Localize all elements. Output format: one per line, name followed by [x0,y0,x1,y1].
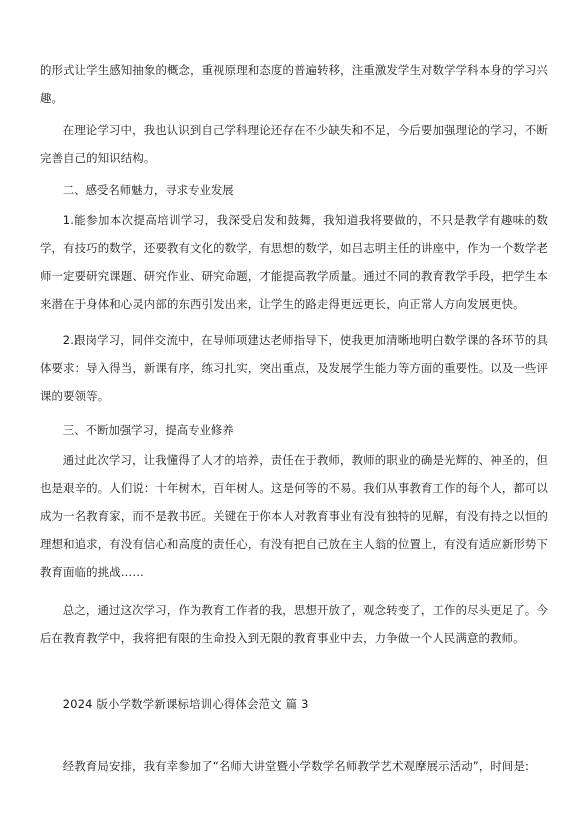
paragraph-training-inspiration: 1.能参加本次提高培训学习，我深受启发和鼓舞，我知道我将要做的，不只是教学有趣味的数学，有技巧的数学，还要教有文化的数学，有思想的数学，如吕志明主任的讲座中，作为一个数学老师一定要研究课题、研究作业、研究命题，才能提高教学质量。通过不同的教育教学手段，把学生本来潜在于身体和心灵内部的东西引发出来，让学生的路走得更远更长，向正常人方向发展更快。 [40,213,548,311]
section-heading-3: 三、不断加强学习，提高专业修养 [62,423,234,437]
article-title: 2024 版小学数学新课标培训心得体会范文 篇 3 [62,697,309,711]
paragraph-conclusion: 总之，通过这次学习，作为教育工作者的我，思想开放了，观念转变了，工作的尽头更足了。今后在教育教学中，我将把有限的生命投入到无限的教育事业中去，力争做一个人民满意的教师。 [40,603,548,645]
paragraph-article3-opening: 经教育局安排，我有幸参加了“名师大讲堂暨小学数学名师教学艺术观摩展示活动”，时间是: [62,759,529,773]
paragraph-continuation: 的形式让学生感知抽象的概念，重视原理和态度的普遍转移，注重激发学生对数学学科本身的学习兴趣。 [40,63,548,105]
paragraph-theory-study: 在理论学习中，我也认识到自己学科理论还存在不少缺失和不足，今后要加强理论的学习，不断完善自己的知识结构。 [40,123,548,165]
paragraph-learning-reflection: 通过此次学习，让我懂得了人才的培养，责任在于教师，教师的职业的确是光辉的、神圣的，但也是艰辛的。人们说：十年树木，百年树人。这是何等的不易。我们从事教育工作的每个人，都可以成为一名教育家，而不是教书匠。关键在于你本人对教育事业有没有独特的见解，有没有持之以恒的理想和追求，有没有信心和高度的责任心，有没有把自己放在主人翁的位置上，有没有适应新形势下教育面临的挑战…… [40,453,548,579]
paragraph-shadow-learning: 2.跟岗学习，同伴交流中，在导师项建达老师指导下，使我更加清晰地明白数学课的各环节的具体要求：导入得当，新课有序，练习扎实，突出重点，及发展学生能力等方面的重要性。以及一些评课的要领等。 [40,333,548,403]
section-heading-2: 二、感受名师魅力，寻求专业发展 [62,183,234,197]
